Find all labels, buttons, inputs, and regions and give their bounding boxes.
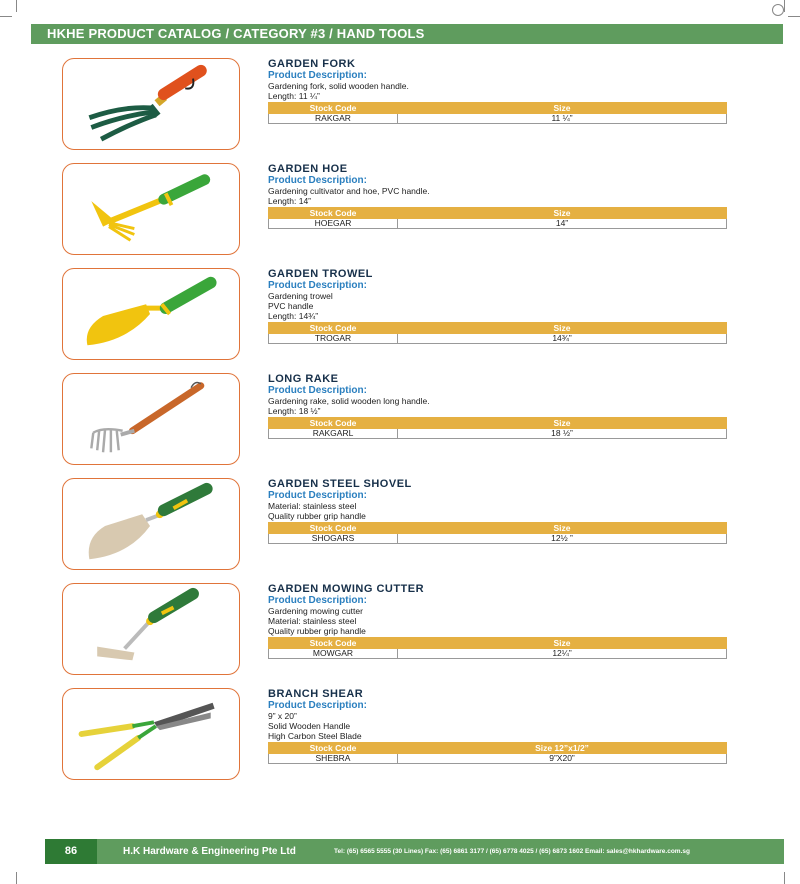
stock-code-value: RAKGARL bbox=[269, 429, 398, 439]
product-description-label: Product Description: bbox=[268, 385, 367, 396]
size-value: 12½ ” bbox=[398, 534, 727, 544]
size-header: Size bbox=[398, 638, 727, 649]
registration-mark-icon bbox=[772, 4, 784, 16]
garden-trowel-image bbox=[62, 268, 240, 360]
product-title: GARDEN HOE bbox=[268, 163, 348, 175]
spec-table bbox=[268, 522, 727, 544]
product-description-line: Gardening trowel bbox=[268, 291, 333, 301]
product-description-label: Product Description: bbox=[268, 700, 367, 711]
product-title: GARDEN FORK bbox=[268, 58, 356, 70]
size-value: 18 ½” bbox=[398, 429, 727, 439]
crop-mark bbox=[784, 0, 785, 12]
product-title: GARDEN TROWEL bbox=[268, 268, 373, 280]
product-description-line: Length: 14” bbox=[268, 196, 312, 206]
product-title: BRANCH SHEAR bbox=[268, 688, 364, 700]
product-description-line: Gardening rake, solid wooden long handle. bbox=[268, 396, 430, 406]
size-value: 14” bbox=[398, 219, 727, 229]
product-description-line: 9” x 20” bbox=[268, 711, 297, 721]
spec-table bbox=[268, 417, 727, 439]
product-description-line: Material: stainless steel bbox=[268, 616, 357, 626]
product-title: LONG RAKE bbox=[268, 373, 339, 385]
header-title: HKHE PRODUCT CATALOG / CATEGORY #3 / HAND TOOLS bbox=[47, 26, 425, 41]
product-garden-hoe bbox=[0, 163, 800, 259]
product-description-line: Gardening cultivator and hoe, PVC handle. bbox=[268, 186, 430, 196]
product-branch-shear bbox=[0, 688, 800, 784]
product-description-line: Solid Wooden Handle bbox=[268, 721, 351, 731]
product-garden-trowel bbox=[0, 268, 800, 364]
product-description-line: Length: 18 ½” bbox=[268, 406, 321, 416]
product-description-label: Product Description: bbox=[268, 70, 367, 81]
product-description-line: Length: 11 ¼” bbox=[268, 91, 320, 101]
size-value: 9”X20” bbox=[398, 754, 727, 764]
product-title: GARDEN STEEL SHOVEL bbox=[268, 478, 412, 490]
spec-table bbox=[268, 207, 727, 229]
size-header: Size bbox=[398, 208, 727, 219]
product-description-label: Product Description: bbox=[268, 595, 367, 606]
size-header: Size 12”x1/2” bbox=[398, 743, 727, 754]
size-value: 11 ¼” bbox=[398, 114, 727, 124]
product-garden-steel-shovel bbox=[0, 478, 800, 574]
product-title: GARDEN MOWING CUTTER bbox=[268, 583, 425, 595]
product-garden-fork bbox=[0, 58, 800, 154]
crop-mark bbox=[16, 0, 17, 12]
product-description-label: Product Description: bbox=[268, 490, 367, 501]
product-description-line: Length: 14¾” bbox=[268, 311, 319, 321]
stock-code-header: Stock Code bbox=[269, 103, 398, 114]
crop-mark bbox=[788, 16, 800, 17]
stock-code-header: Stock Code bbox=[269, 523, 398, 534]
crop-mark bbox=[16, 872, 17, 884]
stock-code-header: Stock Code bbox=[269, 208, 398, 219]
stock-code-value: HOEGAR bbox=[269, 219, 398, 229]
spec-table bbox=[268, 102, 727, 124]
size-header: Size bbox=[398, 523, 727, 534]
steel-shovel-image bbox=[62, 478, 240, 570]
size-header: Size bbox=[398, 103, 727, 114]
garden-hoe-image bbox=[62, 163, 240, 255]
stock-code-value: SHOGARS bbox=[269, 534, 398, 544]
branch-shear-image bbox=[62, 688, 240, 780]
size-value: 14¾” bbox=[398, 334, 727, 344]
page-footer bbox=[45, 839, 784, 864]
page-number: 86 bbox=[45, 839, 97, 864]
stock-code-header: Stock Code bbox=[269, 323, 398, 334]
product-description-line: Quality rubber grip handle bbox=[268, 511, 366, 521]
garden-fork-image bbox=[62, 58, 240, 150]
spec-table bbox=[268, 637, 727, 659]
product-description-line: High Carbon Steel Blade bbox=[268, 731, 362, 741]
stock-code-value: RAKGAR bbox=[269, 114, 398, 124]
stock-code-header: Stock Code bbox=[269, 743, 398, 754]
product-description-line: Gardening fork, solid wooden handle. bbox=[268, 81, 409, 91]
product-garden-mowing-cutter bbox=[0, 583, 800, 679]
crop-mark bbox=[784, 872, 785, 884]
size-header: Size bbox=[398, 323, 727, 334]
product-description-line: PVC handle bbox=[268, 301, 314, 311]
product-description-line: Quality rubber grip handle bbox=[268, 626, 366, 636]
company-name: H.K Hardware & Engineering Pte Ltd bbox=[123, 846, 296, 857]
spec-table bbox=[268, 742, 727, 764]
stock-code-value: MOWGAR bbox=[269, 649, 398, 659]
product-description-label: Product Description: bbox=[268, 280, 367, 291]
size-header: Size bbox=[398, 418, 727, 429]
stock-code-value: SHEBRA bbox=[269, 754, 398, 764]
product-long-rake bbox=[0, 373, 800, 469]
mowing-cutter-image bbox=[62, 583, 240, 675]
product-description-line: Material: stainless steel bbox=[268, 501, 357, 511]
long-rake-image bbox=[62, 373, 240, 465]
size-value: 12¼” bbox=[398, 649, 727, 659]
spec-table bbox=[268, 322, 727, 344]
contact-info: Tel: (65) 6565 5555 (30 Lines) Fax: (65) 6861 3177 / (65) 6778 4025 / (65) 6873 1602 Email: sales@hkhardware.com.sg bbox=[334, 848, 690, 855]
page-header bbox=[31, 24, 783, 44]
crop-mark bbox=[0, 16, 12, 17]
product-description-line: Gardening mowing cutter bbox=[268, 606, 363, 616]
stock-code-header: Stock Code bbox=[269, 418, 398, 429]
stock-code-value: TROGAR bbox=[269, 334, 398, 344]
stock-code-header: Stock Code bbox=[269, 638, 398, 649]
product-description-label: Product Description: bbox=[268, 175, 367, 186]
